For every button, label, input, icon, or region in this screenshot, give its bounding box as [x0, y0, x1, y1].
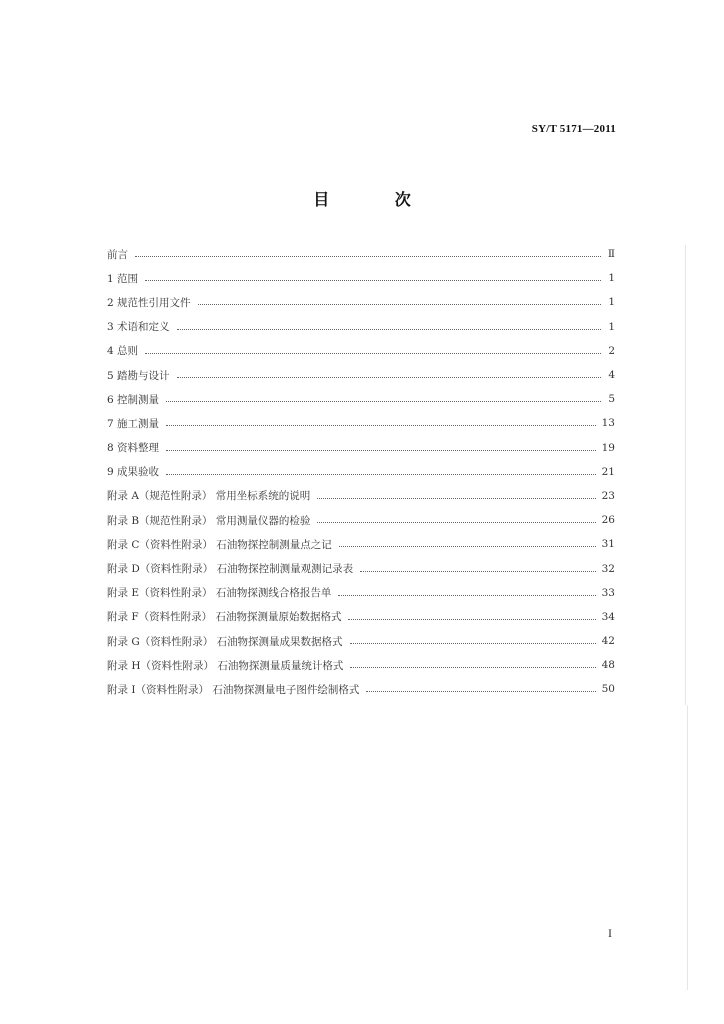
- toc-entry-page: 4: [608, 369, 615, 382]
- toc-entry-label: 附录 A（规范性附录） 常用坐标系统的说明: [107, 490, 311, 503]
- toc-dot-leader: [339, 545, 596, 547]
- toc-entry[interactable]: [107, 242, 615, 266]
- toc-entry-page: 1: [608, 272, 615, 285]
- toc-entry-page: 32: [601, 562, 615, 575]
- toc-entry-page: 23: [601, 489, 615, 502]
- toc-entry-label: 5 踏勘与设计: [107, 369, 170, 382]
- toc-entry[interactable]: [107, 556, 615, 580]
- toc-entry-label: 6 控制测量: [107, 393, 160, 406]
- toc-dot-leader: [145, 352, 601, 354]
- toc-entry[interactable]: [107, 411, 615, 435]
- scan-edge-shadow: [685, 245, 686, 705]
- toc-dot-leader: [166, 400, 601, 402]
- toc-entry-label: 附录 E（资料性附录） 石油物探测线合格报告单: [107, 587, 332, 600]
- toc-entry[interactable]: [107, 508, 615, 532]
- toc-dot-leader: [360, 570, 596, 572]
- toc-dot-leader: [166, 424, 596, 426]
- toc-entry[interactable]: [107, 436, 615, 460]
- toc-dot-leader: [338, 594, 595, 596]
- toc-entry[interactable]: [107, 339, 615, 363]
- toc-dot-leader: [145, 279, 601, 281]
- toc-dot-leader: [166, 449, 596, 451]
- toc-entry[interactable]: [107, 629, 615, 653]
- toc-dot-leader: [177, 376, 601, 378]
- toc-entry-label: 7 施工测量: [107, 417, 160, 430]
- toc-dot-leader: [198, 303, 601, 305]
- toc-entry-page: 1: [608, 320, 615, 333]
- toc-entry-label: 8 资料整理: [107, 442, 160, 455]
- toc-entry[interactable]: [107, 387, 615, 411]
- toc-entry-label: 9 成果验收: [107, 466, 160, 479]
- toc-entry-label: 1 范围: [107, 272, 139, 285]
- toc-entry[interactable]: [107, 653, 615, 677]
- toc-entry[interactable]: [107, 290, 615, 314]
- toc-entry-label: 4 总则: [107, 345, 139, 358]
- toc-entry-page: 48: [601, 659, 615, 672]
- toc-entry-page: 13: [601, 417, 615, 430]
- toc-entry[interactable]: [107, 605, 615, 629]
- toc-dot-leader: [350, 666, 595, 668]
- toc-entry-page: 2: [608, 344, 615, 357]
- toc-dot-leader: [135, 255, 601, 257]
- toc-entry-page: 19: [601, 441, 615, 454]
- toc-entry-label: 附录 H（资料性附录） 石油物探测量质量统计格式: [107, 659, 344, 672]
- toc-dot-leader: [350, 642, 596, 644]
- toc-dot-leader: [348, 618, 595, 620]
- toc-entry-page: 31: [601, 538, 615, 551]
- toc-entry[interactable]: [107, 581, 615, 605]
- toc-entry-label: 附录 I（资料性附录） 石油物探测量电子图件绘制格式: [107, 683, 360, 696]
- toc-entry-label: 附录 G（资料性附录） 石油物探测量成果数据格式: [107, 635, 343, 648]
- toc-entry[interactable]: [107, 532, 615, 556]
- toc-entry[interactable]: [107, 266, 615, 290]
- toc-entry-page: 1: [608, 296, 615, 309]
- toc-dot-leader: [166, 473, 596, 475]
- table-of-contents: [107, 242, 615, 702]
- standard-code: SY/T 5171—2011: [531, 123, 616, 135]
- toc-entry[interactable]: [107, 677, 615, 701]
- toc-entry[interactable]: [107, 484, 615, 508]
- page-number: I: [608, 926, 612, 940]
- toc-entry-page: 5: [608, 393, 615, 406]
- toc-dot-leader: [317, 497, 595, 499]
- toc-entry-page: 21: [601, 465, 615, 478]
- toc-entry-page: 34: [601, 610, 615, 623]
- toc-dot-leader: [317, 521, 595, 523]
- toc-title: 目 次: [313, 190, 441, 209]
- toc-dot-leader: [366, 690, 595, 692]
- toc-entry-page: 42: [601, 635, 615, 648]
- toc-entry-page: 33: [601, 586, 615, 599]
- toc-entry[interactable]: [107, 315, 615, 339]
- toc-entry-label: 前言: [107, 248, 128, 261]
- toc-entry-label: 附录 C（资料性附录） 石油物探控制测量点之记: [107, 538, 332, 551]
- toc-entry-label: 附录 F（资料性附录） 石油物探测量原始数据格式: [107, 611, 342, 624]
- toc-entry[interactable]: [107, 460, 615, 484]
- toc-entry-label: 附录 D（资料性附录） 石油物探控制测量观测记录表: [107, 563, 354, 576]
- toc-entry-page: 26: [601, 514, 615, 527]
- toc-entry-label: 2 规范性引用文件: [107, 296, 191, 309]
- toc-entry-page: 50: [601, 683, 615, 696]
- toc-entry-page: Ⅱ: [607, 248, 615, 261]
- scan-edge-shadow: [687, 705, 688, 990]
- toc-entry[interactable]: [107, 363, 615, 387]
- toc-dot-leader: [177, 328, 601, 330]
- toc-entry-label: 附录 B（规范性附录） 常用测量仪器的检验: [107, 514, 311, 527]
- toc-entry-label: 3 术语和定义: [107, 321, 170, 334]
